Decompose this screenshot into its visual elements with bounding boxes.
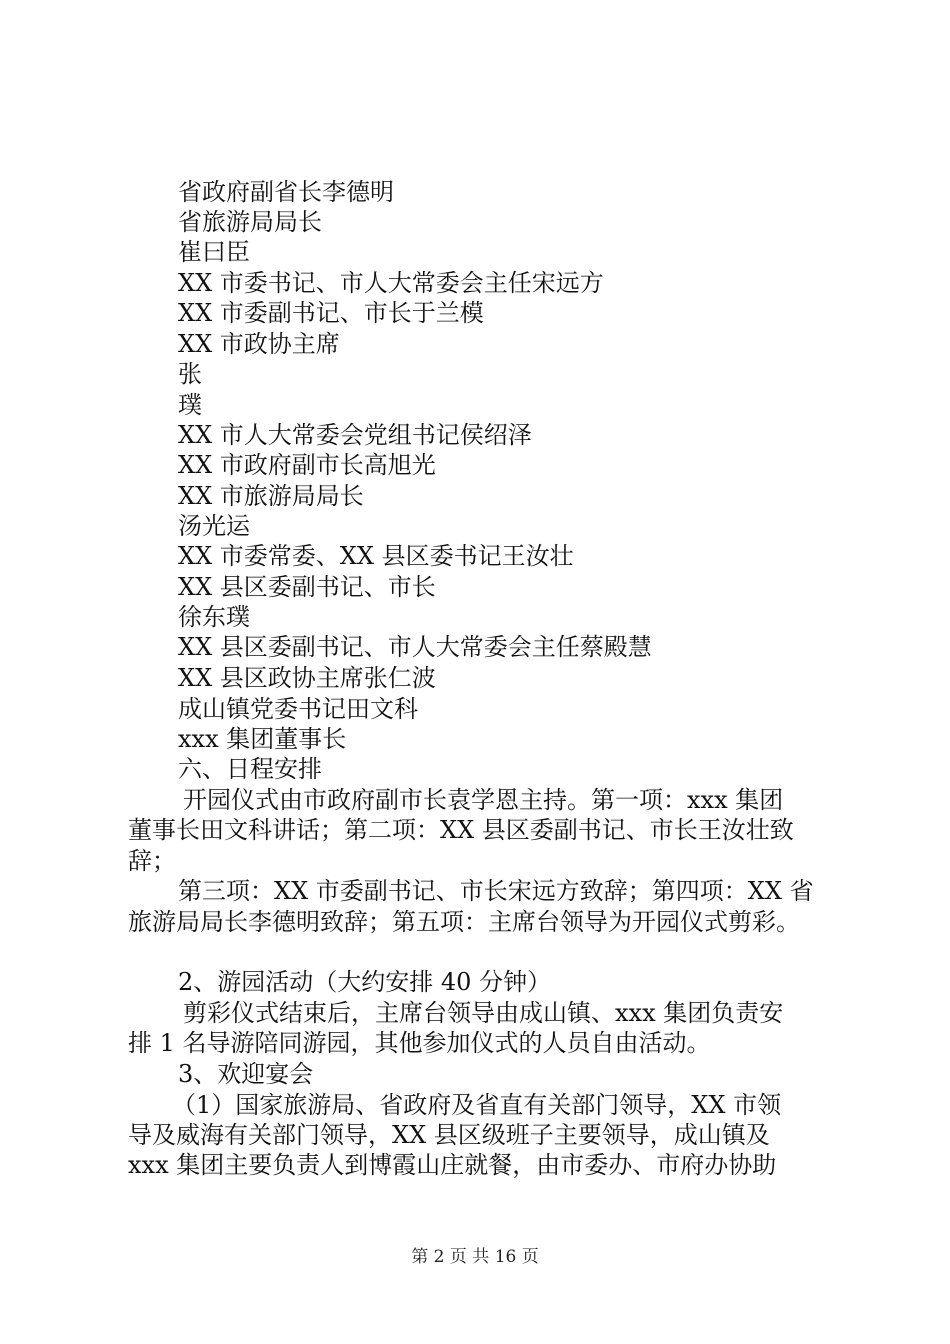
body-line: 开园仪式由市政府副市长袁学恩主持。第一项：xxx 集团	[183, 786, 784, 814]
body-line: XX 市政协主席	[178, 330, 340, 358]
body-line: 旅游局局长李德明致辞；第五项：主席台领导为开园仪式剪彩。	[128, 908, 800, 936]
body-line: XX 市人大常委会党组书记侯绍泽	[178, 421, 532, 449]
body-line: 汤光运	[178, 512, 250, 540]
body-line: 省政府副省长李德明	[178, 178, 394, 206]
body-line: 导及威海有关部门领导，XX 县区级班子主要领导，成山镇及	[128, 1121, 770, 1149]
body-line: 排 1 名导游陪同游园，其他参加仪式的人员自由活动。	[128, 1029, 711, 1057]
body-line: 剪彩仪式结束后，主席台领导由成山镇、xxx 集团负责安	[183, 999, 784, 1027]
body-line: （1）国家旅游局、省政府及省直有关部门领导，XX 市领	[172, 1091, 782, 1119]
section-heading: 2、游园活动（大约安排 40 分钟）	[178, 968, 552, 996]
body-line: XX 市政府副市长高旭光	[178, 451, 436, 479]
body-line: 璞	[178, 391, 202, 419]
body-line: xxx 集团董事长	[178, 725, 347, 753]
body-line: XX 县区委副书记、市长	[178, 573, 436, 601]
body-line: 张	[178, 360, 202, 388]
body-line: XX 县区委副书记、市人大常委会主任蔡殿慧	[178, 633, 652, 661]
body-line: 崔曰臣	[178, 238, 250, 266]
body-line: 第三项：XX 市委副书记、市长宋远方致辞；第四项：XX 省	[178, 877, 814, 905]
body-line: XX 市委书记、市人大常委会主任宋远方	[178, 269, 604, 297]
body-line: XX 市委副书记、市长于兰模	[178, 299, 484, 327]
body-line: 董事长田文科讲话；第二项：XX 县区委副书记、市长王汝壮致	[128, 816, 794, 844]
body-line: 成山镇党委书记田文科	[178, 695, 418, 723]
body-line: 省旅游局局长	[178, 208, 322, 236]
body-line: xxx 集团主要负责人到博霞山庄就餐，由市委办、市府办协助	[128, 1151, 777, 1179]
body-line: XX 市旅游局局长	[178, 482, 364, 510]
section-heading: 六、日程安排	[178, 755, 322, 783]
section-heading: 3、欢迎宴会	[178, 1060, 314, 1088]
page-number-footer: 第 2 页 共 16 页	[411, 1247, 539, 1267]
body-line: 辞；	[128, 847, 176, 875]
body-line: 徐东璞	[178, 603, 250, 631]
body-line: XX 县区政协主席张仁波	[178, 664, 436, 692]
body-line: XX 市委常委、XX 县区委书记王汝壮	[178, 542, 574, 570]
